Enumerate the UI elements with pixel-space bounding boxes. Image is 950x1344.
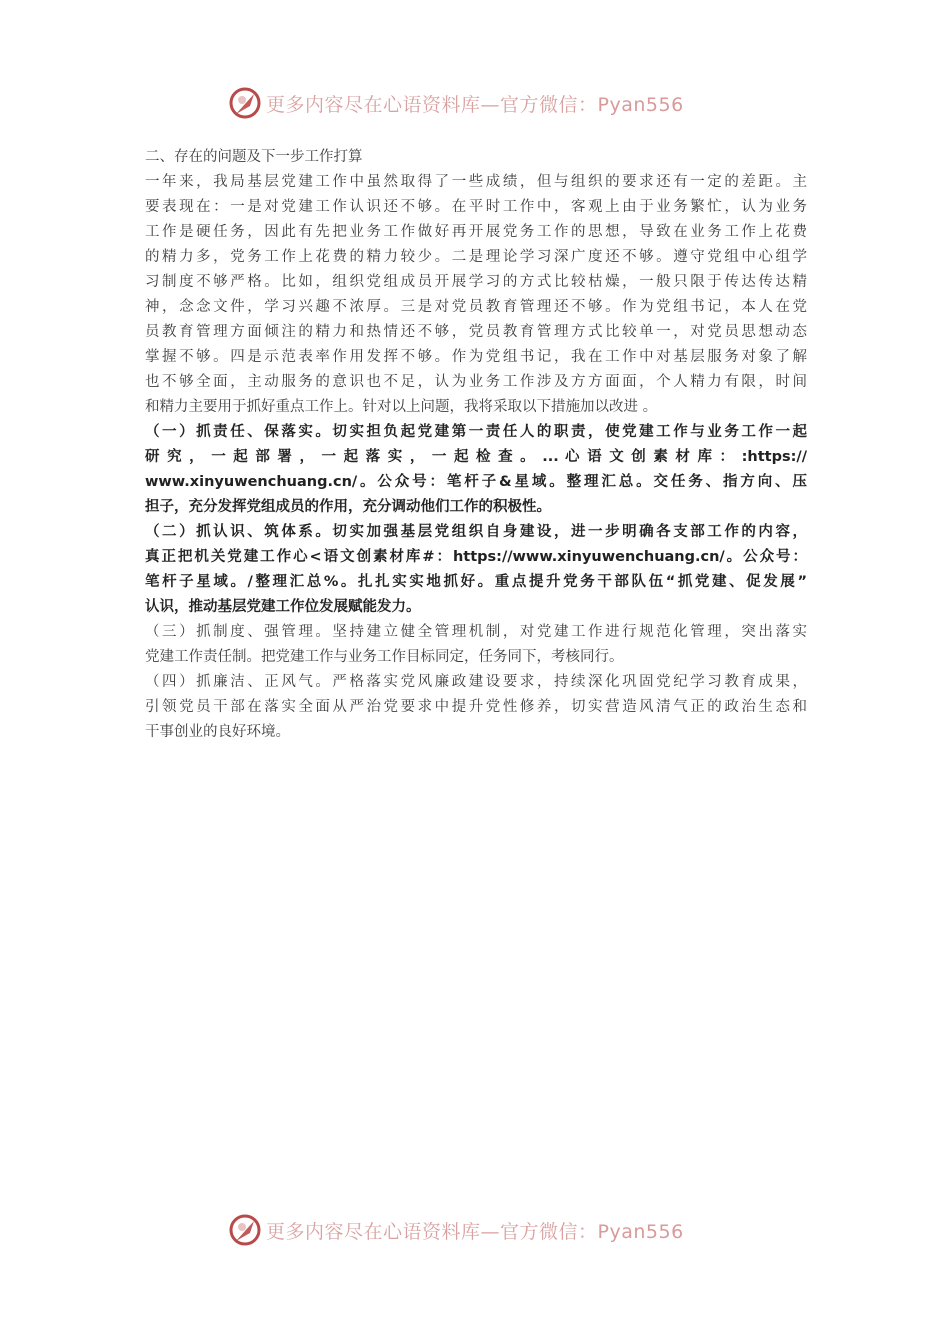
banner-wechat-id: Pyan556 (597, 1220, 684, 1243)
paragraph-line: 要表现在：一是对党建工作认识还不够。在平时工作中，客观上由于业务繁忙，认为业务 (145, 199, 807, 215)
paragraph-line: 一年来，我局基层党建工作中虽然取得了一些成绩，但与组织的要求还有一定的差距。主 (145, 174, 807, 190)
paragraph-line: www.xinyuwenchuang.cn/。公众号：笔杆子&星域。整理汇总。交任务、指方向、压 (145, 474, 807, 490)
paragraph-line: （二）抓认识、筑体系。切实加强基层党组织自身建设，进一步明确各支部工作的内容， (145, 524, 807, 540)
paragraph-line: 研 究 ， 一 起 部 署 ， 一 起 落 实 ， 一 起 检 查 。 ... 心 语 文 创 素 材 库 ： :https:// (145, 449, 807, 465)
paragraph-line: （一）抓责任、保落实。切实担负起党建第一责任人的职责，使党建工作与业务工作一起 (145, 424, 807, 440)
paragraph-line: 也不够全面，主动服务的意识也不足，认为业务工作涉及方方面面，个人精力有限，时间 (145, 374, 807, 390)
paragraph-line: 掌握不够。四是示范表率作用发挥不够。作为党组书记，我在工作中对基层服务对象了解 (145, 349, 807, 365)
paragraph (145, 520, 807, 620)
footer-watermark-banner (228, 1210, 728, 1250)
paragraph-line: 干事创业的良好环境。 (145, 724, 290, 740)
paragraph-line: （四）抓廉洁、正风气。严格落实党风廉政建设要求，持续深化巩固党纪学习教育成果， (145, 674, 807, 690)
header-watermark-banner (228, 83, 728, 123)
paragraph-line: 习制度不够严格。比如，组织党组成员开展学习的方式比较枯燥，一般只限于传达传达精 (145, 274, 807, 290)
banner-text: 更多内容尽在心语资料库—官方微信： (266, 93, 598, 116)
paragraph (145, 620, 807, 670)
banner-text: 更多内容尽在心语资料库—官方微信： (266, 1220, 598, 1243)
paragraph (145, 670, 807, 745)
paragraph-line: 认识，推动基层党建工作位发展赋能发力。 (145, 599, 421, 615)
paragraph-line: 和精力主要用于抓好重点工作上。针对以上问题，我将采取以下措施加以改进 。 (145, 399, 658, 415)
banner-wechat-id: Pyan556 (597, 93, 684, 116)
paragraph-line: 笔杆子星域。/整理汇总%。扎扎实实地抓好。重点提升党务干部队伍“抓党建、促发展” (145, 574, 807, 590)
paragraph-line: 引领党员干部在落实全面从严治党要求中提升党性修养，切实营造风清气正的政治生态和 (145, 699, 807, 715)
document-body (145, 145, 807, 745)
paragraph-line: 真正把机关党建工作心<语文创素材库#：https://www.xinyuwenchuang.cn/。公众号： (145, 549, 807, 565)
paragraph (145, 420, 807, 520)
paragraph-line: 党建工作责任制。把党建工作与业务工作目标同定，任务同下，考核同行。 (145, 649, 624, 665)
paragraph-line: 的精力多，党务工作上花费的精力较少。二是理论学习深广度还不够。遵守党组中心组学 (145, 249, 807, 265)
quill-logo-icon (228, 1213, 262, 1247)
paragraph-line: 神，念念文件，学习兴趣不浓厚。三是对党员教育管理还不够。作为党组书记，本人在党 (145, 299, 807, 315)
paragraph-line: （三）抓制度、强管理。坚持建立健全管理机制，对党建工作进行规范化管理，突出落实 (145, 624, 807, 640)
paragraph-line: 员教育管理方面倾注的精力和热情还不够，党员教育管理方式比较单一，对党员思想动态 (145, 324, 807, 340)
paragraph-line: 担子，充分发挥党组成员的作用，充分调动他们工作的积极性。 (145, 499, 551, 515)
quill-logo-icon (228, 86, 262, 120)
paragraph-line: 工作是硬任务，因此有先把业务工作做好再开展党务工作的思想，导致在业务工作上花费 (145, 224, 807, 240)
paragraph (145, 170, 807, 420)
section-heading: 二、存在的问题及下一步工作打算 (145, 149, 363, 165)
